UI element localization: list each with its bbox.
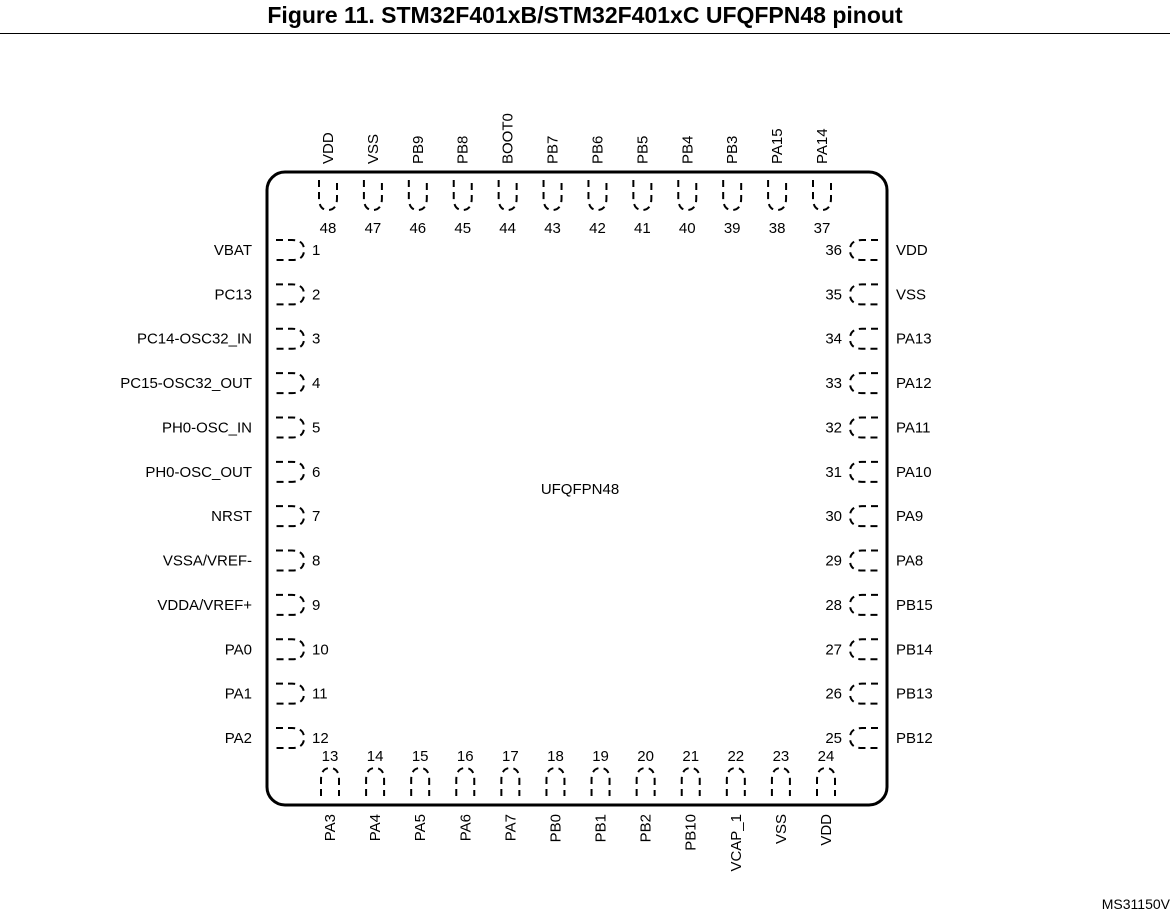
pin-pad-3 [276, 329, 304, 349]
pin-pad-35 [850, 284, 878, 304]
pin-pad-12 [276, 728, 304, 748]
pin-pad-10 [276, 639, 304, 659]
pin-name-11: PA1 [224, 685, 252, 703]
pin-number-43: 43 [544, 220, 561, 237]
pin-pad-17 [501, 768, 519, 796]
pin-name-35: VSS [896, 286, 927, 304]
pin-name-24: VDD [818, 814, 835, 846]
pin-number-35: 35 [825, 286, 842, 304]
pin-name-26: PB13 [896, 685, 933, 703]
pin-name-14: PA4 [367, 814, 385, 842]
pin-number-47: 47 [364, 220, 382, 237]
pin-pad-29 [850, 551, 878, 571]
pin-number-40: 40 [678, 220, 696, 237]
pin-name-12: PA2 [224, 730, 252, 747]
pin-number-5: 5 [312, 419, 321, 437]
pin-number-13: 13 [321, 748, 339, 765]
pin-name-23: VSS [772, 814, 790, 845]
pin-pad-13 [321, 768, 339, 796]
pin-pad-9 [276, 595, 304, 615]
pin-name-5: PH0-OSC_IN [161, 419, 252, 437]
pin-pad-40 [678, 180, 696, 210]
pin-name-3: PC14-OSC32_IN [136, 330, 252, 348]
pin-name-43: PB7 [544, 135, 562, 164]
pin-name-39: PB3 [724, 135, 742, 164]
pin-number-31: 31 [825, 463, 842, 481]
pin-pad-46 [409, 180, 427, 210]
pin-name-31: PA10 [896, 463, 932, 481]
pin-number-37: 37 [813, 220, 831, 237]
pin-pad-31 [850, 462, 878, 482]
pin-name-6: PH0-OSC_OUT [145, 463, 252, 481]
pin-pad-18 [546, 768, 564, 796]
pin-name-21: PB10 [682, 814, 700, 851]
pin-name-45: PB8 [454, 135, 472, 164]
pin-number-24: 24 [817, 748, 835, 765]
pin-pad-2 [276, 284, 304, 304]
pin-name-19: PB1 [592, 814, 610, 843]
pin-number-38: 38 [768, 220, 786, 237]
pin-name-9: VDDA/VREF+ [157, 596, 252, 614]
pin-pad-41 [633, 180, 651, 210]
pin-name-37: PA14 [814, 128, 831, 164]
pin-number-29: 29 [825, 552, 842, 570]
figure-title: Figure 11. STM32F401xB/STM32F401xC UFQFPN48 pinout [267, 2, 903, 28]
figure-reference: MS31150V [1101, 896, 1170, 912]
pin-number-41: 41 [634, 220, 651, 237]
pin-pad-42 [588, 180, 606, 210]
pin-number-21: 21 [682, 748, 700, 765]
pin-name-16: PA6 [457, 814, 475, 842]
pin-number-34: 34 [825, 330, 842, 348]
pin-number-4: 4 [312, 375, 321, 393]
pin-number-18: 18 [547, 748, 564, 765]
pin-number-2: 2 [312, 286, 321, 304]
pin-name-15: PA5 [412, 814, 430, 842]
pins-layer [120, 113, 932, 871]
pin-pad-23 [772, 768, 790, 796]
pin-name-17: PA7 [502, 814, 520, 842]
pin-pad-45 [454, 180, 472, 210]
pin-number-16: 16 [456, 748, 474, 765]
pin-pad-5 [276, 417, 304, 437]
pin-pad-30 [850, 506, 878, 526]
pin-name-4: PC15-OSC32_OUT [120, 375, 252, 393]
pin-number-19: 19 [592, 748, 609, 765]
pin-number-8: 8 [312, 552, 321, 570]
pin-number-9: 9 [312, 596, 321, 614]
pin-pad-43 [544, 180, 562, 210]
pin-number-46: 46 [409, 220, 427, 237]
pin-pad-25 [850, 728, 878, 748]
pin-name-13: PA3 [322, 814, 339, 842]
pin-name-18: PB0 [547, 814, 565, 843]
pin-number-48: 48 [319, 220, 337, 237]
pin-pad-15 [411, 768, 429, 796]
package-label: UFQFPN48 [540, 481, 620, 498]
pin-pad-34 [850, 329, 878, 349]
pin-number-14: 14 [366, 748, 384, 765]
pin-pad-39 [723, 180, 741, 210]
pin-name-48: VDD [320, 132, 337, 164]
pin-pad-6 [276, 462, 304, 482]
pin-name-38: PA15 [769, 128, 787, 164]
pin-name-7: NRST [211, 508, 252, 526]
pin-number-17: 17 [502, 748, 519, 765]
pin-name-28: PB15 [896, 596, 933, 614]
pin-pad-1 [276, 240, 304, 260]
pin-number-28: 28 [825, 596, 842, 614]
pin-number-7: 7 [312, 508, 321, 526]
pin-name-41: PB5 [634, 135, 652, 164]
pin-name-2: PC13 [214, 286, 252, 304]
pin-pad-44 [499, 180, 517, 210]
pin-name-47: VSS [364, 133, 382, 164]
pin-name-46: PB9 [409, 135, 427, 164]
pin-number-20: 20 [637, 748, 654, 765]
pin-pad-19 [592, 768, 610, 796]
pin-number-33: 33 [825, 375, 842, 393]
pin-number-1: 1 [312, 242, 321, 259]
pin-pad-16 [456, 768, 474, 796]
pin-pad-20 [637, 768, 655, 796]
pin-name-25: PB12 [896, 730, 933, 747]
pin-number-36: 36 [825, 242, 842, 259]
pin-pad-27 [850, 639, 878, 659]
pin-name-42: PB6 [589, 135, 607, 164]
pin-number-10: 10 [312, 641, 329, 659]
pin-number-12: 12 [312, 730, 329, 747]
pin-number-42: 42 [589, 220, 606, 237]
pin-number-45: 45 [454, 220, 472, 237]
pin-name-44: BOOT0 [499, 113, 517, 164]
pin-name-30: PA9 [896, 508, 924, 526]
pin-name-32: PA11 [896, 419, 931, 437]
pin-name-40: PB4 [679, 135, 697, 164]
pin-name-33: PA12 [896, 375, 932, 393]
pin-pad-48 [319, 180, 337, 210]
pin-pad-4 [276, 373, 304, 393]
pin-pad-32 [850, 417, 878, 437]
pin-number-11: 11 [312, 685, 328, 703]
pin-number-3: 3 [312, 330, 321, 348]
pin-name-34: PA13 [896, 330, 932, 348]
pin-name-22: VCAP_1 [727, 814, 745, 872]
pin-name-36: VDD [896, 242, 928, 259]
pin-number-22: 22 [727, 748, 745, 765]
pin-name-29: PA8 [896, 552, 924, 570]
pin-name-27: PB14 [896, 641, 933, 659]
pin-pad-21 [682, 768, 700, 796]
pin-number-26: 26 [825, 685, 842, 703]
pin-pad-47 [364, 180, 382, 210]
pin-pad-14 [366, 768, 384, 796]
pin-number-44: 44 [499, 220, 516, 237]
pin-pad-37 [813, 180, 831, 210]
pin-name-20: PB2 [637, 814, 655, 843]
pin-number-6: 6 [312, 463, 321, 481]
pin-pad-7 [276, 506, 304, 526]
pin-pad-36 [850, 240, 878, 260]
pin-pad-22 [727, 768, 745, 796]
pin-pad-26 [850, 684, 878, 704]
pin-pad-11 [276, 684, 304, 704]
pin-pad-8 [276, 551, 304, 571]
pin-name-1: VBAT [213, 242, 252, 259]
pin-pad-28 [850, 595, 878, 615]
pin-pad-24 [817, 768, 835, 796]
pin-number-25: 25 [825, 730, 842, 747]
pin-pad-33 [850, 373, 878, 393]
pin-name-10: PA0 [224, 641, 252, 659]
pin-number-39: 39 [723, 220, 741, 237]
pin-number-32: 32 [825, 419, 842, 437]
pin-number-15: 15 [411, 748, 429, 765]
pin-pad-38 [768, 180, 786, 210]
pin-number-27: 27 [825, 641, 842, 659]
pin-name-8: VSSA/VREF- [162, 552, 252, 570]
pin-number-30: 30 [825, 508, 842, 526]
pin-number-23: 23 [772, 748, 790, 765]
